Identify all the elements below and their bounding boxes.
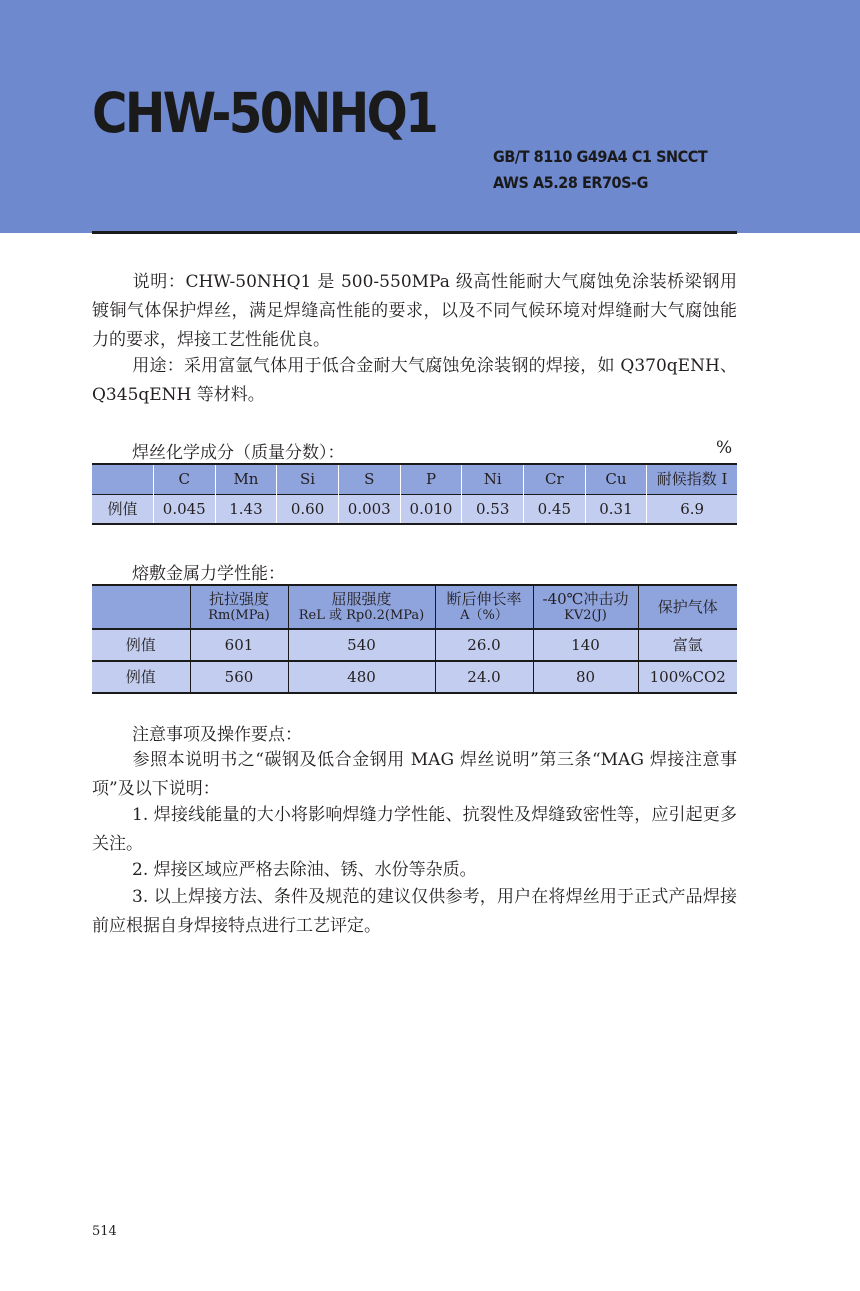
chemical-col-mn: Mn (215, 464, 277, 494)
mechanical-cell: 24.0 (435, 661, 533, 693)
chemical-cell: 0.003 (338, 494, 400, 524)
mechanical-cell: 140 (533, 629, 638, 661)
mechanical-cell: 例值 (92, 661, 190, 693)
mechanical-col-yield: 屈服强度 ReL 或 Rp0.2(MPa) (288, 585, 435, 629)
chemical-col-ni: Ni (462, 464, 524, 494)
mechanical-cell: 560 (190, 661, 288, 693)
mechanical-col-tensile: 抗拉强度 Rm(MPa) (190, 585, 288, 629)
chemical-heading: 焊丝化学成分（质量分数）： (132, 443, 345, 463)
mechanical-cell: 480 (288, 661, 435, 693)
standard-gb: GB/T 8110 G49A4 C1 SNCCT (493, 147, 708, 166)
description-paragraph (92, 268, 737, 355)
chemical-cell: 0.53 (462, 494, 524, 524)
chemical-col-s: S (338, 464, 400, 494)
standards-block (493, 144, 707, 196)
mechanical-heading: 熔敷金属力学性能： (132, 564, 285, 584)
chemical-cell: 1.43 (215, 494, 277, 524)
mechanical-header-row (92, 585, 737, 629)
table-row (92, 661, 737, 693)
chemical-cell: 0.31 (585, 494, 647, 524)
mechanical-cell: 80 (533, 661, 638, 693)
usage-paragraph (92, 352, 737, 410)
chemical-cell: 0.60 (277, 494, 339, 524)
mechanical-table (92, 584, 737, 694)
notes-item-3: 3. 以上焊接方法、条件及规范的建议仅供参考，用户在将焊丝用于正式产品焊接前应根据自身焊接特点进行工艺评定。 (92, 887, 737, 936)
chemical-cell: 例值 (92, 494, 153, 524)
mechanical-col-label (92, 585, 190, 629)
mechanical-cell: 540 (288, 629, 435, 661)
description-label: 说明： (132, 272, 186, 292)
usage-text: 采用富氩气体用于低合金耐大气腐蚀免涂装钢的焊接，如 Q370qENH、Q345qENH 等材料。 (92, 356, 738, 405)
chemical-col-cr: Cr (524, 464, 586, 494)
mechanical-col-impact: -40℃冲击功 KV2(J) (533, 585, 638, 629)
chemical-col-c: C (153, 464, 215, 494)
chemical-table (92, 463, 737, 525)
notes-heading: 注意事项及操作要点： (132, 725, 302, 745)
chemical-col-p: P (400, 464, 462, 494)
chemical-col-si: Si (277, 464, 339, 494)
mechanical-col-gas: 保护气体 (638, 585, 737, 629)
usage-label: 用途： (132, 356, 184, 376)
chemical-header-row (92, 464, 737, 494)
notes-item-2: 2. 焊接区域应严格去除油、锈、水份等杂质。 (132, 860, 477, 880)
notes-intro: 参照本说明书之“碳钢及低合金钢用 MAG 焊丝说明”第三条“MAG 焊接注意事项”及以下说明： (92, 750, 737, 799)
table-row (92, 494, 737, 524)
table-row (92, 629, 737, 661)
mechanical-cell: 26.0 (435, 629, 533, 661)
mechanical-cell: 100%CO2 (638, 661, 737, 693)
header-rule (92, 231, 737, 234)
mechanical-cell: 富氩 (638, 629, 737, 661)
chemical-cell: 6.9 (647, 494, 737, 524)
page-number: 514 (92, 1224, 117, 1239)
chemical-cell: 0.010 (400, 494, 462, 524)
standard-aws: AWS A5.28 ER70S-G (493, 173, 648, 192)
mechanical-col-elongation: 断后伸长率 A（%） (435, 585, 533, 629)
mechanical-cell: 例值 (92, 629, 190, 661)
chemical-unit: % (716, 438, 733, 458)
chemical-col-label (92, 464, 153, 494)
description-text: CHW-50NHQ1 是 500-550MPa 级高性能耐大气腐蚀免涂装桥梁钢用镀铜气体保护焊丝，满足焊缝高性能的要求，以及不同气候环境对焊缝耐大气腐蚀能力的要求，焊接工艺性能优良。 (92, 272, 738, 350)
mechanical-cell: 601 (190, 629, 288, 661)
chemical-col-index: 耐候指数 I (647, 464, 737, 494)
notes-item-1: 1. 焊接线能量的大小将影响焊缝力学性能、抗裂性及焊缝致密性等，应引起更多关注。 (92, 805, 737, 854)
chemical-col-cu: Cu (585, 464, 647, 494)
product-title: CHW-50NHQ1 (92, 81, 437, 145)
chemical-cell: 0.045 (153, 494, 215, 524)
chemical-cell: 0.45 (524, 494, 586, 524)
